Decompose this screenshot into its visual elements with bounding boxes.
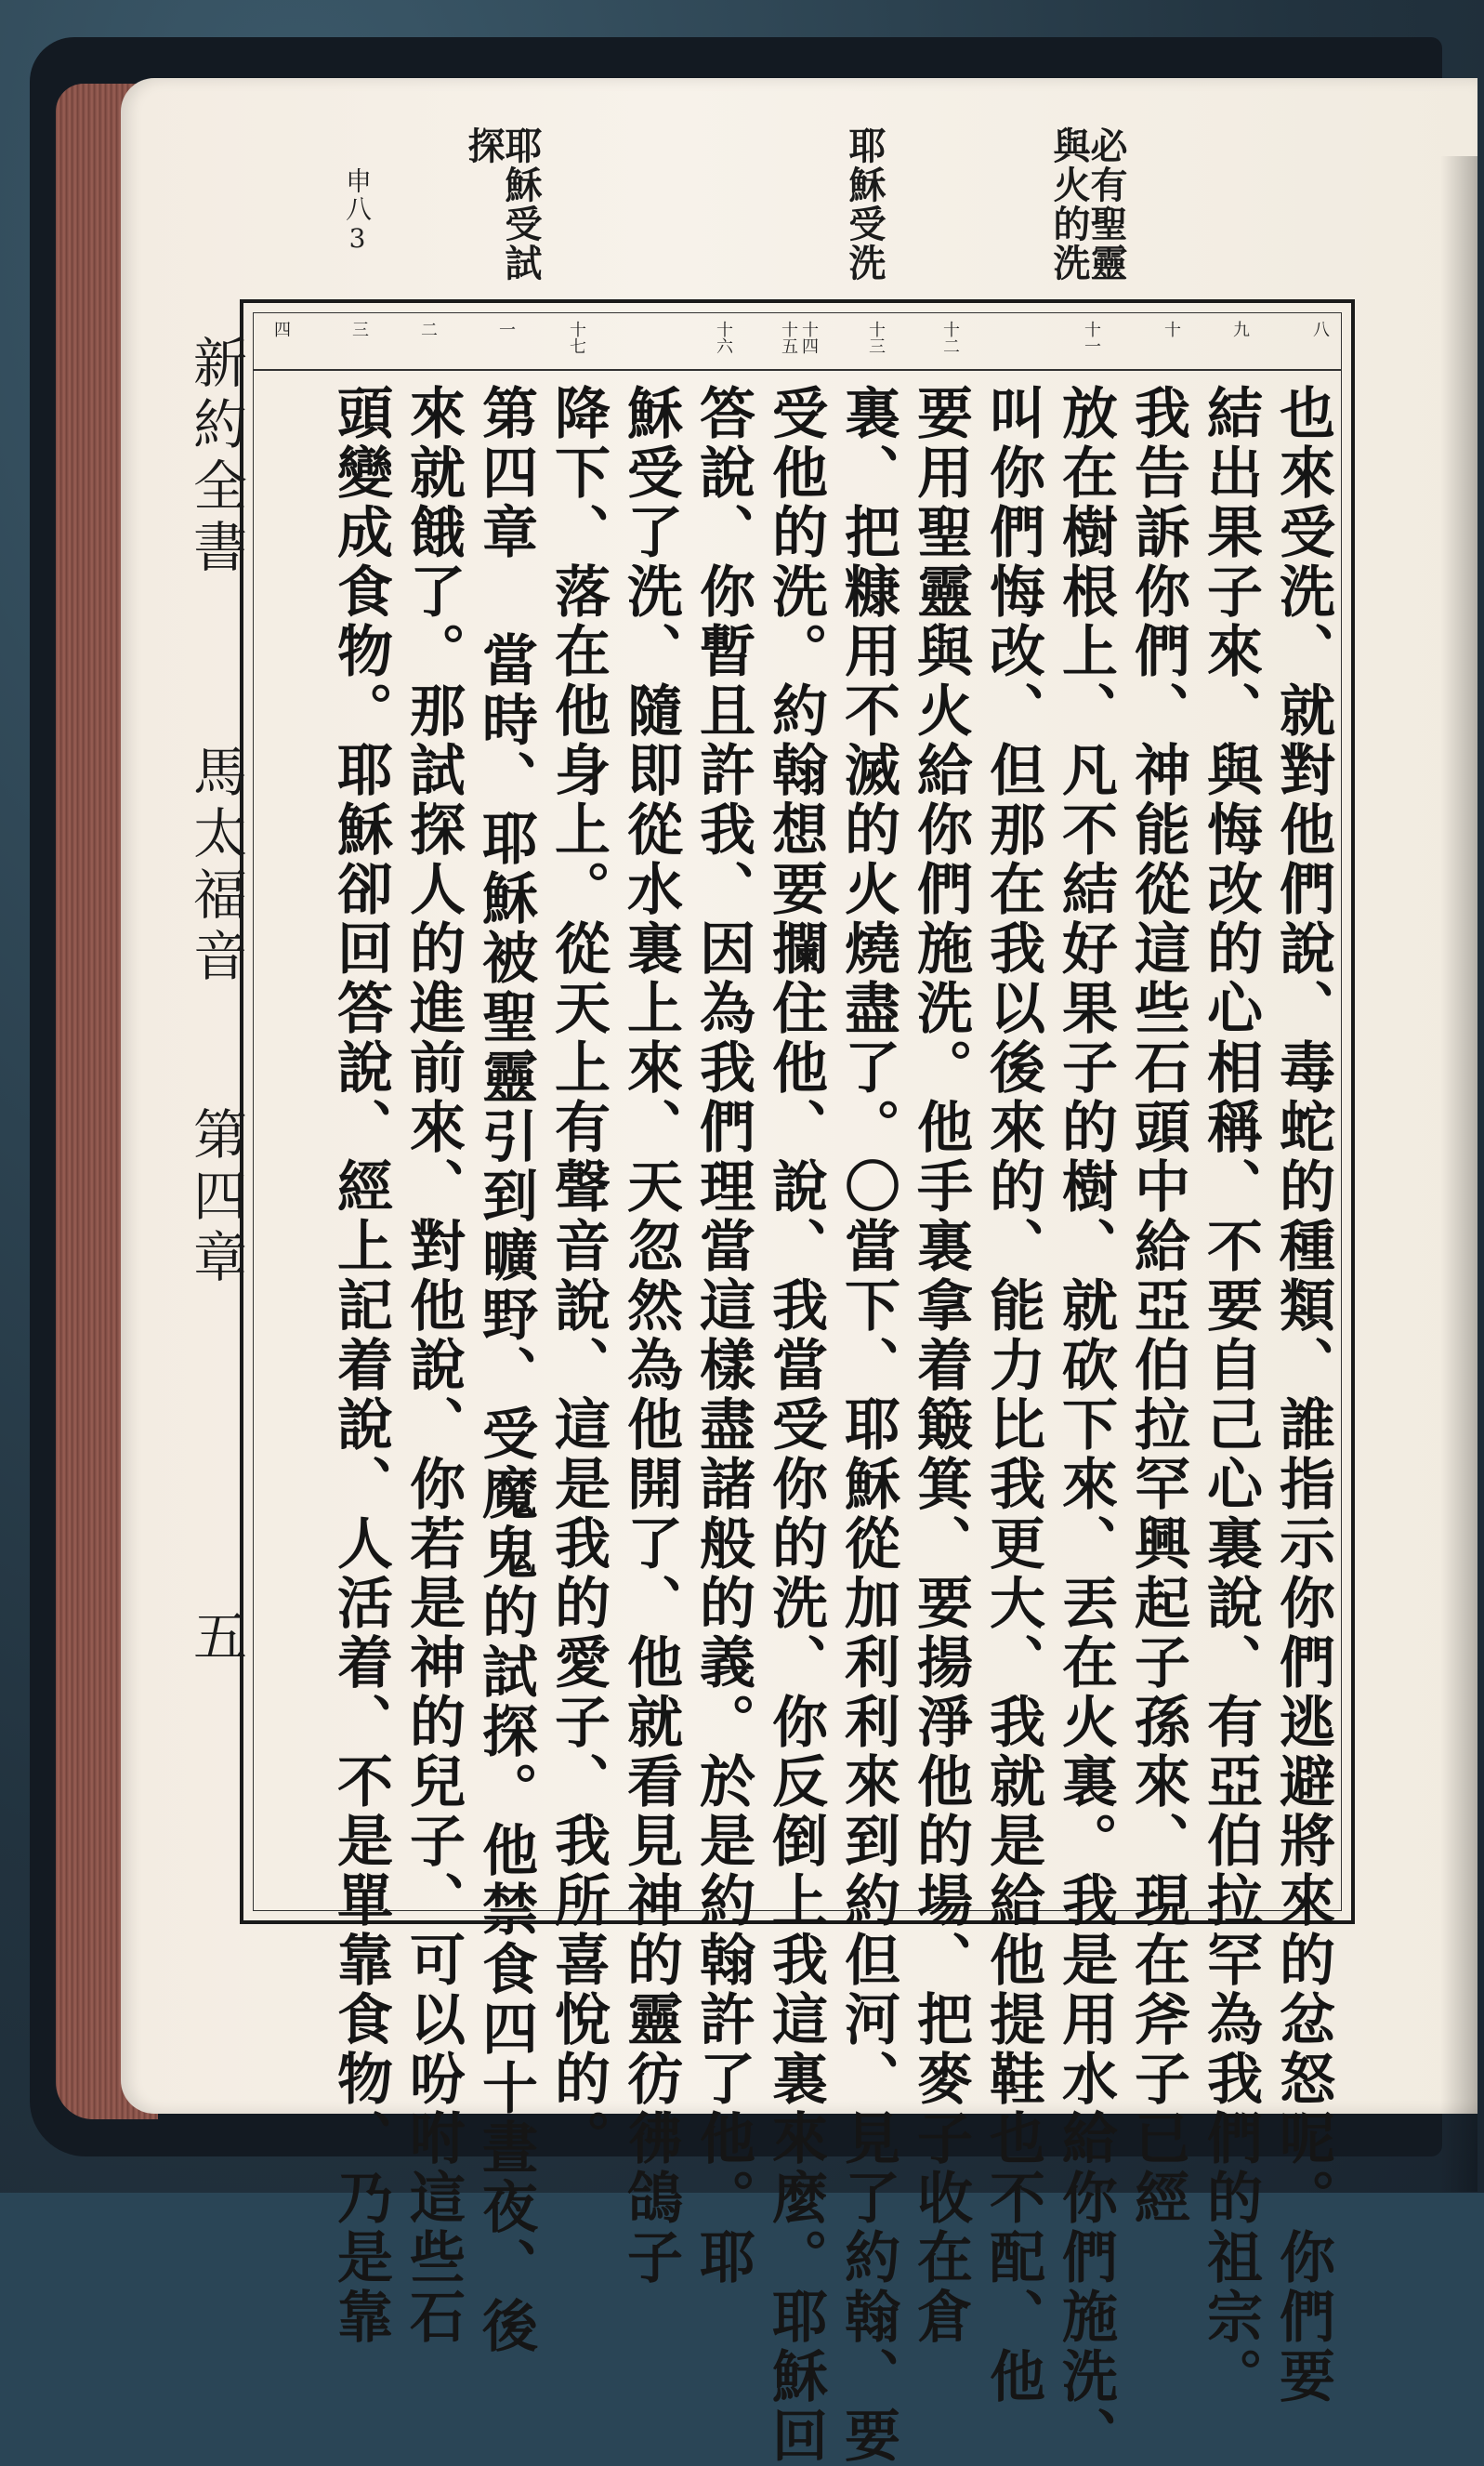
verse-number: 十二 <box>940 321 960 354</box>
verse-number: 四 <box>271 321 291 337</box>
margin-note-fire-baptism: 必有聖靈與火的洗 <box>1047 126 1128 283</box>
margin-note-temptation: 耶穌受試探 <box>462 126 543 283</box>
verse-number: 十一 <box>1082 321 1101 354</box>
text-column: 裏、把糠用不滅的火燒盡了。〇當下、耶穌從加利利來到約但河、見了約翰、要 <box>835 384 900 2466</box>
gospel-title: 馬太福音 <box>184 744 247 989</box>
text-column: 要用聖靈與火給你們施洗。他手裏拿着簸箕、要揚淨他的場、把麥子收在倉 <box>908 384 973 2347</box>
text-column: 第四章 當時、耶穌被聖靈引到曠野、受魔鬼的試探。他禁食四十晝夜、後 <box>473 384 538 2356</box>
verse-number: 九 <box>1230 321 1250 337</box>
chapter-heading: 第四章 <box>184 1106 247 1290</box>
margin-note-ref: 申八3 <box>342 167 373 256</box>
verse-number: 一 <box>496 321 516 337</box>
text-column: 結出果子來、與悔改的心相稱、不要自己心裏說、有亞伯拉罕為我們的祖宗。 <box>1198 384 1263 2407</box>
verse-number: 十 <box>1162 321 1181 337</box>
text-column: 我告訴你們、神能從這些石頭中給亞伯拉罕興起子孫來、現在斧子已經 <box>1125 384 1190 2228</box>
verse-number: 十六 <box>714 321 733 354</box>
verse-number: 八 <box>1310 321 1330 337</box>
verse-number: 十四 <box>799 321 819 354</box>
text-frame-inner <box>253 312 1342 2466</box>
page-number: 五 <box>184 1608 247 1669</box>
text-column: 頭變成食物。耶穌卻回答說、經上記着說、人活着、不是單靠食物、乃是靠 <box>328 384 393 2347</box>
text-column: 也來受洗、就對他們說、毒蛇的種類、誰指示你們逃避將來的忿怒呢。你們要 <box>1270 384 1335 2407</box>
text-column: 穌受了洗、隨即從水裏上來、天忽然為他開了、他就看見神的靈彷彿鴿子 <box>618 384 683 2288</box>
verse-number: 十三 <box>866 321 886 354</box>
spine-shadow <box>1440 156 1477 2192</box>
margin-notes <box>307 112 1236 297</box>
verse-number: 三 <box>349 321 369 337</box>
verse-number: 十七 <box>567 321 586 354</box>
text-column: 放在樹根上、凡不結好果子的樹、就砍下來、丟在火裏。我是用水給你們施洗、 <box>1053 384 1118 2466</box>
text-column: 答說、你暫且許我、因為我們理當這樣盡諸般的義。於是約翰許了他。耶 <box>690 384 755 2288</box>
verse-number: 十五 <box>779 321 798 354</box>
text-frame <box>240 299 1355 2466</box>
text-column: 來就餓了。那試探人的進前來、對他說、你若是神的兒子、可以吩咐這些石 <box>401 384 466 2347</box>
verse-number-row <box>254 313 1341 371</box>
text-column: 叫你們悔改、但那在我以後來的、能力比我更大、我就是給他提鞋也不配、他 <box>980 384 1045 2407</box>
verse-number: 二 <box>418 321 438 337</box>
book-title: 新約全書 <box>184 335 247 580</box>
margin-note-baptism: 耶穌受洗 <box>843 126 886 283</box>
text-column: 受他的洗。約翰想要攔住他、說、我當受你的洗、你反倒上我這裏來麼。耶穌回 <box>763 384 828 2466</box>
text-column: 降下、落在他身上。從天上有聲音說、這是我的愛子、我所喜悅的。 <box>545 384 611 2169</box>
